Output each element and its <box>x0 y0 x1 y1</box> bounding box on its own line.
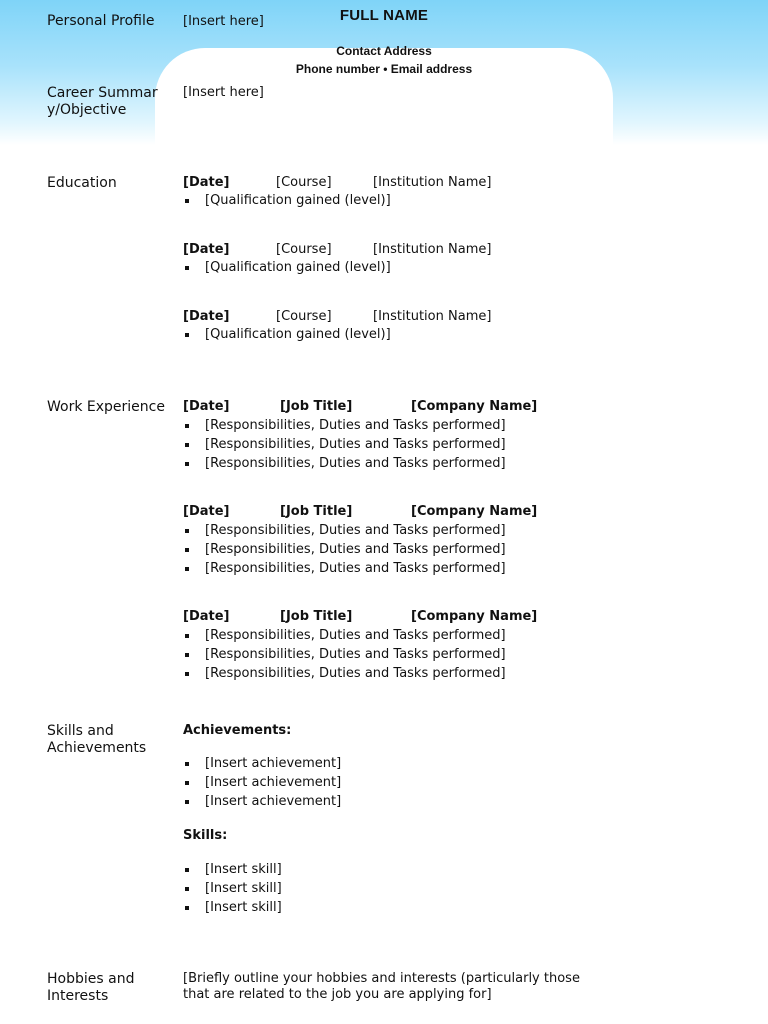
achievements-heading: Achievements: <box>183 723 292 738</box>
job-duty: [Responsibilities, Duties and Tasks performed] <box>183 437 506 456</box>
personal-profile-label: Personal Profile <box>47 13 155 29</box>
job-date: [Date] <box>183 399 230 414</box>
education-course: [Course] <box>276 242 332 257</box>
education-date: [Date] <box>183 242 230 257</box>
job-duty: [Responsibilities, Duties and Tasks performed] <box>183 542 506 561</box>
job-date: [Date] <box>183 609 230 624</box>
education-course: [Course] <box>276 175 332 190</box>
education-label: Education <box>47 175 117 191</box>
job-duty: [Responsibilities, Duties and Tasks performed] <box>183 647 506 666</box>
full-name: FULL NAME <box>339 7 429 24</box>
education-date: [Date] <box>183 175 230 190</box>
career-summary-value: [Insert here] <box>183 85 264 100</box>
company-name: [Company Name] <box>411 504 538 519</box>
skills-list <box>183 862 282 919</box>
job-duties-list <box>183 628 506 685</box>
education-qualification: [Qualification gained (level)] <box>183 260 391 279</box>
skills-heading: Skills: <box>183 828 228 843</box>
education-qualification: [Qualification gained (level)] <box>183 193 391 212</box>
hobbies-label: Hobbies and Interests <box>47 971 135 1004</box>
skill-item: [Insert skill] <box>183 881 282 900</box>
achievement-item: [Insert achievement] <box>183 775 341 794</box>
job-title: [Job Title] <box>280 609 353 624</box>
phone-email: Phone number • Email address <box>295 62 473 76</box>
hobbies-text: [Briefly outline your hobbies and interests (particularly those that are related to the job you are applying for] <box>183 971 580 1002</box>
job-duty: [Responsibilities, Duties and Tasks performed] <box>183 666 506 685</box>
company-name: [Company Name] <box>411 609 538 624</box>
achievement-item: [Insert achievement] <box>183 794 341 813</box>
job-duty: [Responsibilities, Duties and Tasks performed] <box>183 628 506 647</box>
career-summary-label: Career Summary/Objective <box>47 85 158 118</box>
achievement-item: [Insert achievement] <box>183 756 341 775</box>
skills-achievements-label: Skills and Achievements <box>47 723 147 756</box>
education-qualification: [Qualification gained (level)] <box>183 327 391 346</box>
job-duties-list <box>183 523 506 580</box>
job-duty: [Responsibilities, Duties and Tasks performed] <box>183 456 506 475</box>
education-institution: [Institution Name] <box>373 175 492 190</box>
job-title: [Job Title] <box>280 504 353 519</box>
job-title: [Job Title] <box>280 399 353 414</box>
education-qualification-list <box>183 260 391 279</box>
job-duty: [Responsibilities, Duties and Tasks performed] <box>183 523 506 542</box>
education-qualification-list <box>183 193 391 212</box>
education-qualification-list <box>183 327 391 346</box>
work-experience-label: Work Experience <box>47 399 165 415</box>
personal-profile-value: [Insert here] <box>183 14 264 29</box>
job-duty: [Responsibilities, Duties and Tasks performed] <box>183 418 506 437</box>
education-date: [Date] <box>183 309 230 324</box>
contact-address: Contact Address <box>336 44 432 58</box>
job-duties-list <box>183 418 506 475</box>
skill-item: [Insert skill] <box>183 900 282 919</box>
education-institution: [Institution Name] <box>373 309 492 324</box>
company-name: [Company Name] <box>411 399 538 414</box>
achievements-list <box>183 756 341 813</box>
job-date: [Date] <box>183 504 230 519</box>
skill-item: [Insert skill] <box>183 862 282 881</box>
job-duty: [Responsibilities, Duties and Tasks performed] <box>183 561 506 580</box>
education-course: [Course] <box>276 309 332 324</box>
education-institution: [Institution Name] <box>373 242 492 257</box>
